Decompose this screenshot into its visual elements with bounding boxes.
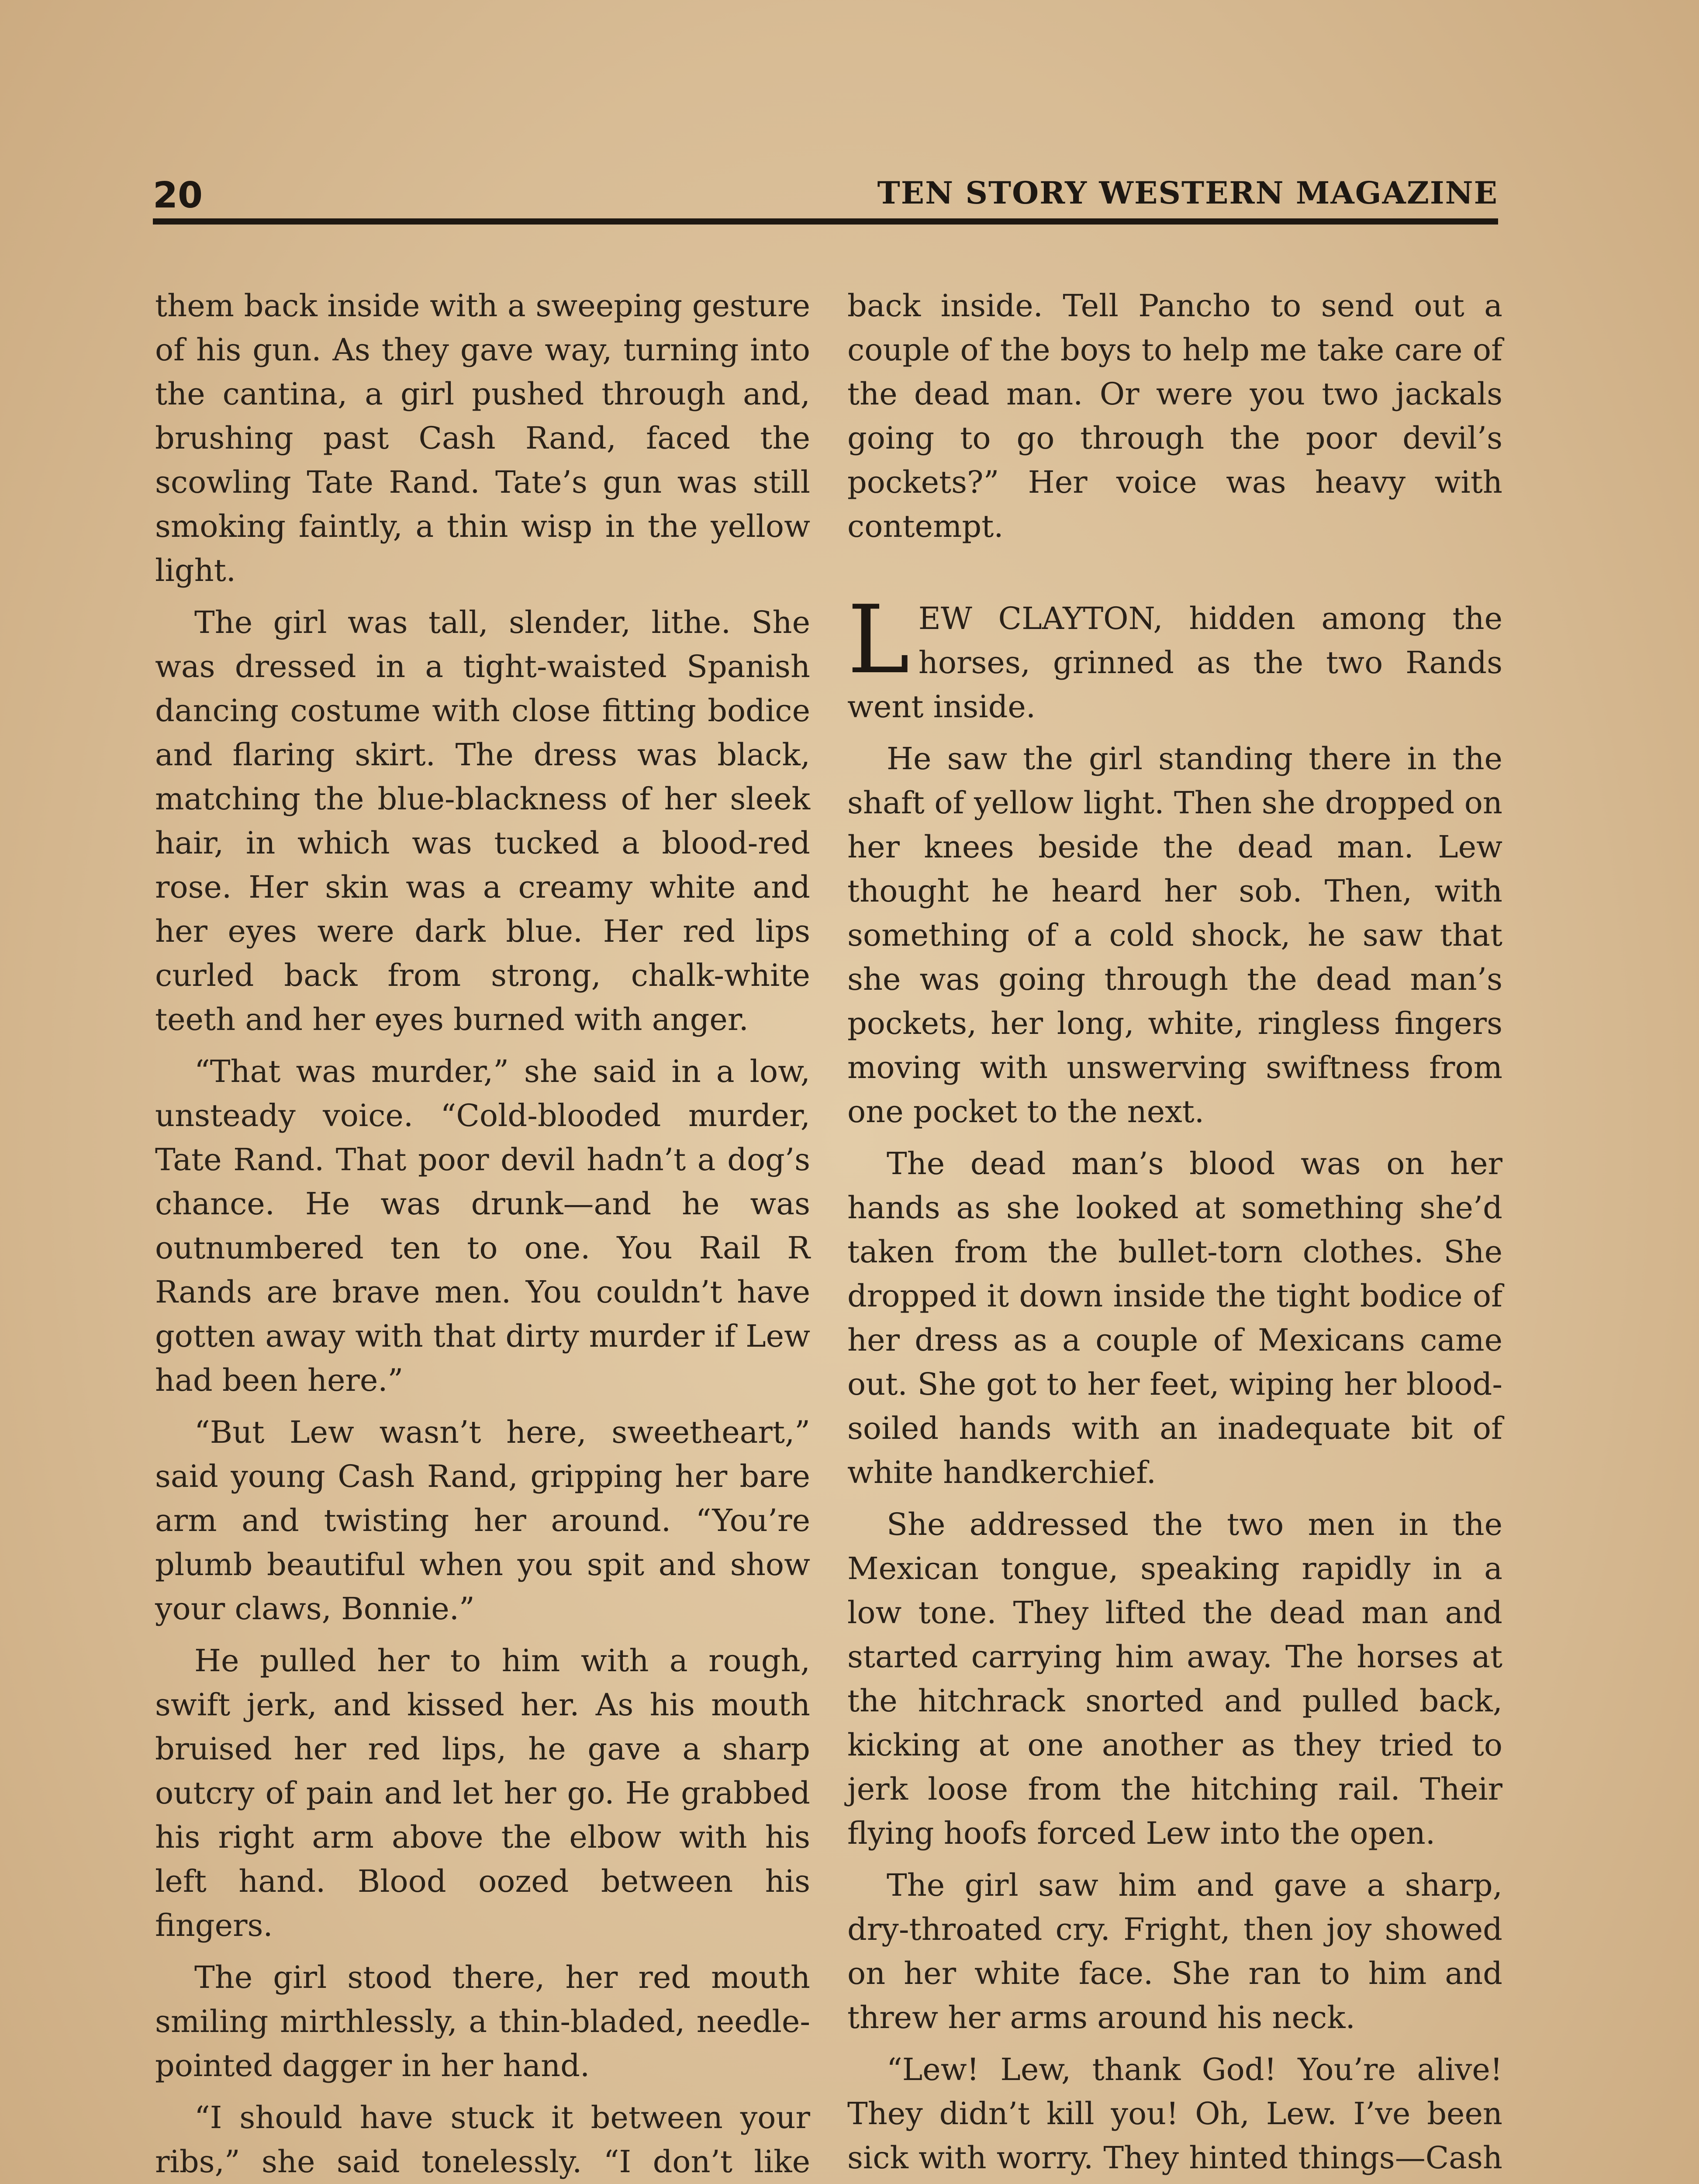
section-start-paragraph — [847, 585, 1502, 729]
header-rule — [153, 218, 1498, 225]
paragraph: She addressed the two men in the Mexican tongue, speaking rapidly in a low tone. They lifted the dead man and started carrying him away. The horses at the hitchrack snorted and pulled back, kicking at one another as they tried to jerk loose from the hitching rail. Their flying hoofs forced Lew into the open. — [847, 1507, 1502, 1851]
paragraph: The girl saw him and gave a sharp, dry-throated cry. Fright, then joy showed on her white face. She ran to him and threw her arms around his neck. — [847, 1867, 1502, 2035]
paragraph: The dead man’s blood was on her hands as she looked at something she’d taken from the bullet-torn clothes. She dropped it down inside the tight bodice of her dress as a couple of Mexicans came out. She got to her feet, wiping her blood-soiled hands with an inadequate bit of white handkerchief. — [847, 1146, 1502, 1490]
page-header — [153, 166, 1498, 218]
paragraph: “That was murder,” she said in a low, unsteady voice. “Cold-blooded murder, Tate Rand. That poor devil hadn’t a dog’s chance. He was drunk—and he was outnumbered ten to one. You Rail R Rands are brave men. You couldn’t have gotten away with that dirty murder if Lew had been here.” — [155, 1054, 810, 1398]
left-column — [155, 284, 810, 2184]
paragraph: He pulled her to him with a rough, swift jerk, and kissed her. As his mouth bruised her red lips, he gave a sharp outcry of pain and let her go. He grabbed his right arm above the elbow with his left hand. Blood oozed between his fingers. — [155, 1643, 810, 1943]
right-column — [847, 284, 1502, 2184]
magazine-title: TEN STORY WESTERN MAGAZINE — [877, 175, 1498, 211]
paragraph: The girl stood there, her red mouth smiling mirthlessly, a thin-bladed, needle-pointed dagger in her hand. — [155, 1959, 810, 2084]
paragraph: He saw the girl standing there in the shaft of yellow light. Then she dropped on her knees beside the dead man. Lew thought he heard her sob. Then, with something of a cold shock, he saw that she was going through the dead man’s pockets, her long, white, ringless fingers moving with unswerving swiftness from one pocket to the next. — [847, 741, 1502, 1130]
drop-cap: L — [847, 585, 910, 695]
paragraph: The girl was tall, slender, lithe. She was dressed in a tight-waisted Spanish dancing costume with close fitting bodice and flaring skirt. The dress was black, matching the blue-blackness of her sleek hair, in which was tucked a blood-red rose. Her skin was a creamy white and her eyes were dark blue. Her red lips curled back from strong, chalk-white teeth and her eyes burned with anger. — [155, 605, 810, 1037]
paragraph: back inside. Tell Pancho to send out a couple of the boys to help me take care of the dead man. Or were you two jackals going to go through the poor devil’s pockets?” Her voice was heavy with contempt. — [847, 288, 1502, 544]
paragraph-text: “I should have stuck it between your ribs,” she said tonelessly. “I don’t like — [155, 2100, 810, 2180]
paragraph-last — [155, 2096, 810, 2184]
paragraph: them back inside with a sweeping gesture of his gun. As they gave way, turning into the cantina, a girl pushed through and, brushing past Cash Rand, faced the scowling Tate Rand. Tate’s gun was still smoking faintly, a thin wisp in the yellow light. — [155, 288, 810, 588]
page-number: 20 — [153, 175, 203, 216]
paragraph: “But Lew wasn’t here, sweetheart,” said young Cash Rand, gripping her bare arm and twisting her around. “You’re plumb beautiful when you spit and show your claws, Bonnie.” — [155, 1414, 810, 1627]
paragraph: “Lew! Lew, thank God! You’re alive! They didn’t kill you! Oh, Lew. I’ve been sick with worry. They hinted things—Cash — [847, 2052, 1502, 2176]
section-text: EW CLAYTON, hidden among the horses, grinned as the two Rands went inside. — [847, 601, 1502, 725]
